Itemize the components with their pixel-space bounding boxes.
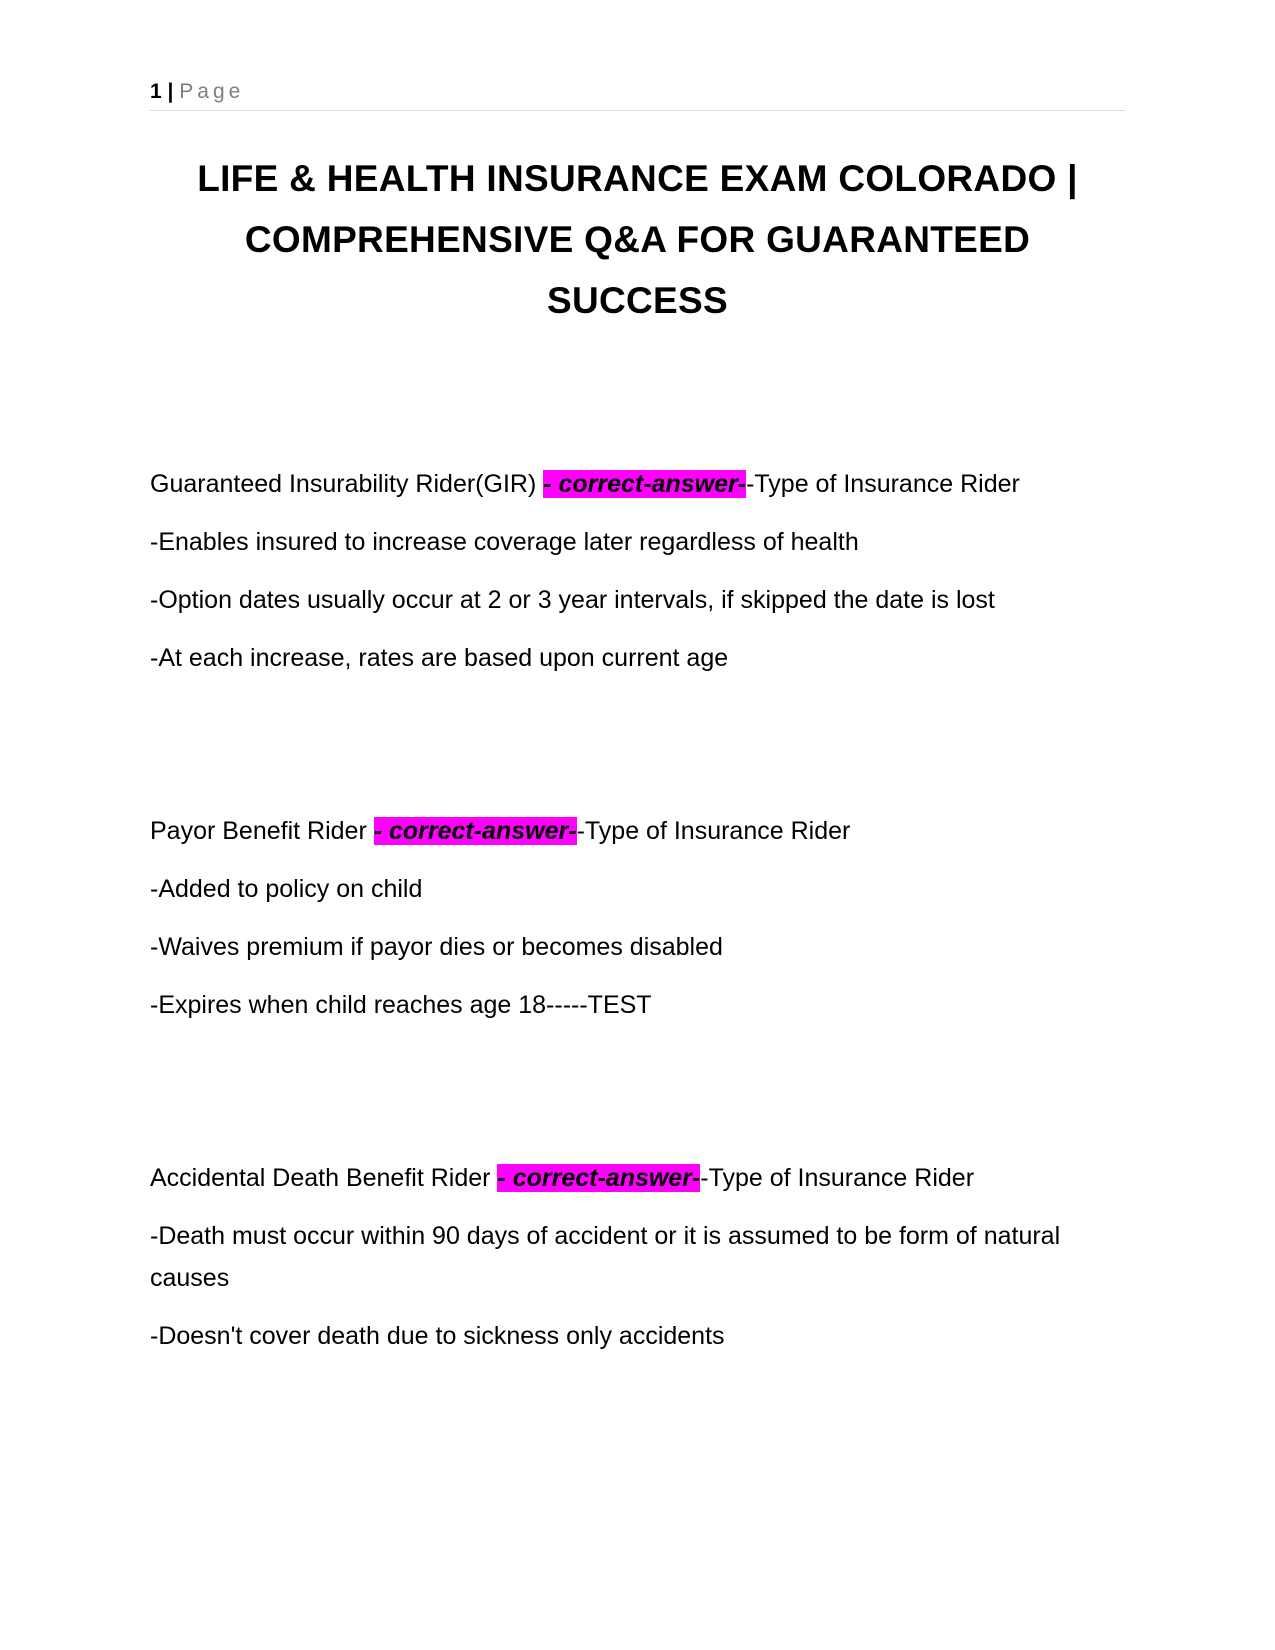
answer-detail: -Option dates usually occur at 2 or 3 year intervals, if skipped the date is lost (150, 586, 995, 614)
answer-detail: -Expires when child reaches age 18-----TEST (150, 991, 652, 1019)
answer-tag: - correct-answer- (497, 1164, 701, 1192)
answer-detail: -At each increase, rates are based upon current age (150, 644, 729, 672)
answer-detail: -Added to policy on child (150, 875, 423, 903)
page-separator: | (167, 80, 174, 103)
answer-intro: -Type of Insurance Rider (746, 470, 1020, 498)
qa-item (150, 1157, 1090, 1373)
question-term: Guaranteed Insurability Rider(GIR) (150, 470, 544, 498)
question-line (150, 463, 1090, 505)
qa-item (150, 463, 1090, 695)
question-term: Payor Benefit Rider (150, 817, 374, 845)
answer-intro: -Type of Insurance Rider (700, 1164, 975, 1192)
answer-intro: -Type of Insurance Rider (576, 817, 851, 845)
question-line (150, 810, 1090, 852)
answer-detail: -Waives premium if payor dies or becomes disabled (150, 933, 723, 961)
answer-detail: -Enables insured to increase coverage later regardless of health (150, 528, 859, 556)
answer-detail: -Doesn't cover death due to sickness only accidents (150, 1322, 725, 1350)
page-number: 1 (150, 80, 162, 103)
document-title: LIFE & HEALTH INSURANCE EXAM COLORADO | COMPREHENSIVE Q&A FOR GUARANTEED SUCCESS (197, 158, 1078, 321)
qa-item (150, 810, 1090, 1042)
page-label: Page (179, 80, 245, 103)
question-line (150, 1157, 1090, 1199)
page-header (150, 78, 1125, 111)
answer-tag: - correct-answer- (373, 817, 577, 845)
question-term: Accidental Death Benefit Rider (150, 1164, 498, 1192)
answer-detail: -Death must occur within 90 days of accident or it is assumed to be form of natural causes (150, 1222, 1061, 1292)
answer-tag: - correct-answer- (543, 470, 747, 498)
